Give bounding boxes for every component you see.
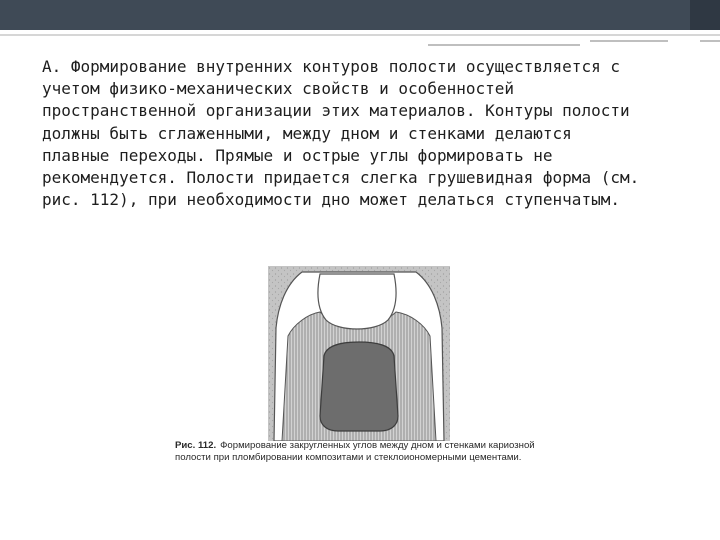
- divider-line: [700, 40, 720, 42]
- caption-text: Формирование закругленных углов между дном и стенками кариозной полости при пломбировании композитами и стеклоиономерными цементами.: [175, 440, 535, 464]
- caption-label: Рис. 112.: [175, 440, 217, 451]
- header-accent-block: [690, 0, 720, 30]
- cavity-opening: [318, 274, 396, 329]
- tooth-diagram: [268, 266, 450, 441]
- divider-line: [590, 40, 668, 42]
- tooth-cavity-illustration: [268, 266, 450, 441]
- figure-caption: [175, 440, 555, 465]
- divider-line: [0, 34, 720, 36]
- divider-line: [428, 44, 580, 46]
- slide-header-bar: [0, 0, 720, 30]
- slide-paragraph: А. Формирование внутренних контуров полости осуществляется с учетом физико-механических свойств и особенностей пространственной организации этих материалов. Контуры полости должны быть сглаженными, между дном и стенками делаются плавные переходы. Прямые и острые углы формировать не рекомендуется. Полости придается слегка грушевидная форма (см. рис. 112), при необходимости дно может делаться ступенчатым.: [42, 57, 640, 210]
- cavity-shape: [320, 342, 398, 431]
